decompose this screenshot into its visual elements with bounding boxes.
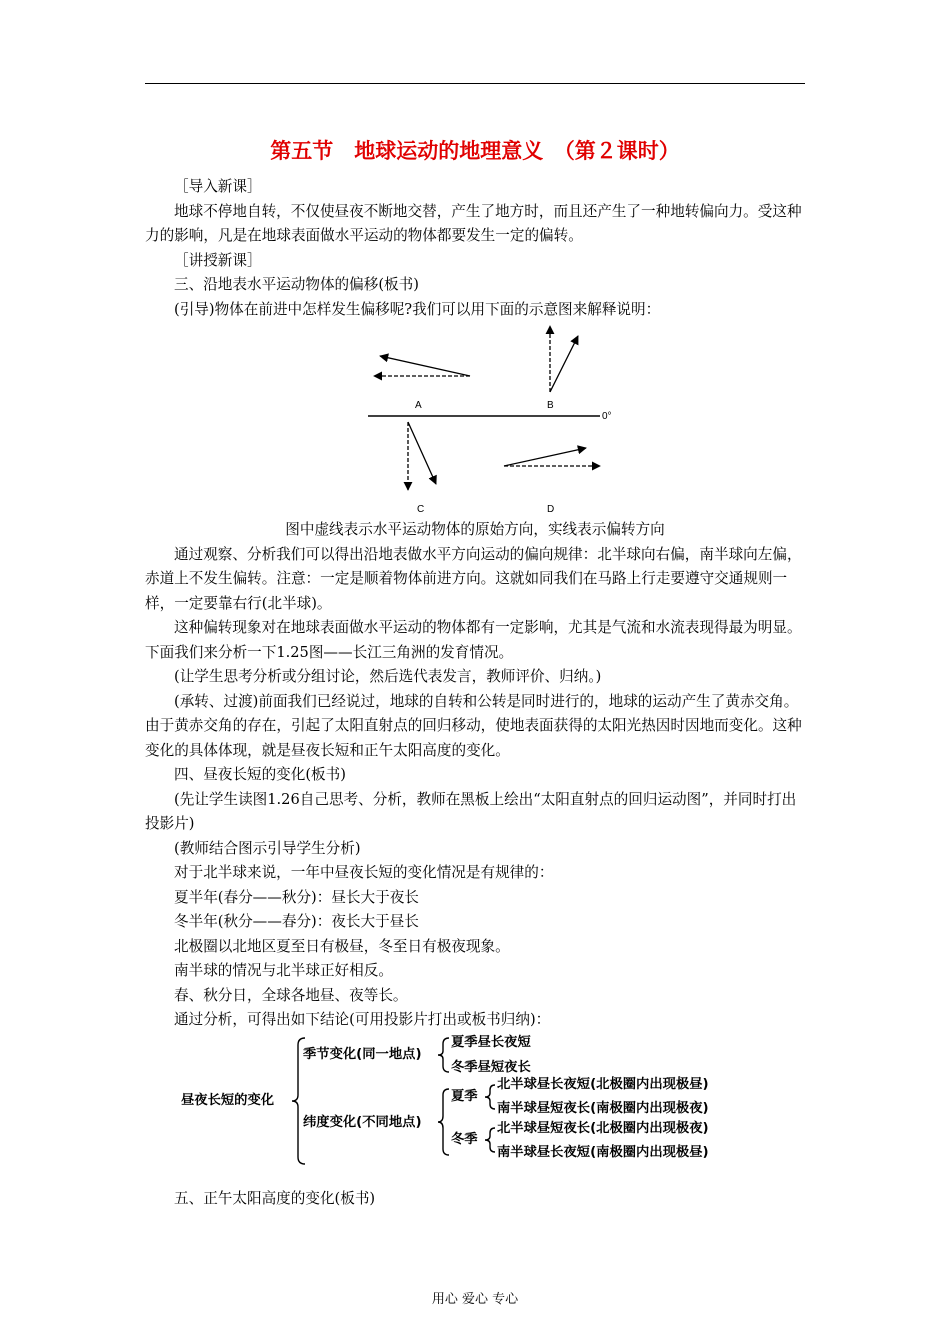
page-title: 第五节 地球运动的地理意义 （第２课时） xyxy=(270,139,680,163)
heading-deflection: 三、沿地表水平运动物体的偏移(板书) xyxy=(174,276,419,293)
paragraph: 地球不停地自转，不仅使昼夜不断地交替，产生了地方时，而且还产生了一种地转偏向力。受这种力的影响，凡是在地球表面做水平运动的物体都要发生一定的偏转。 xyxy=(145,202,802,244)
brace-latitude xyxy=(438,1089,449,1155)
paragraph: (承转、过渡)前面我们已经说过，地球的自转和公转是同时进行的，地球的运动产生了黄赤交角。由于黄赤交角的存在，引起了太阳直射点的回归移动，使地表面获得的太阳光热因时因地而变化。这种变化的具体体现，就是昼夜长短和正午太阳高度的变化。 xyxy=(145,692,802,759)
paragraph: (教师结合图示引导学生分析) xyxy=(174,839,361,857)
paragraph: 南半球的情况与北半球正好相反。 xyxy=(174,962,393,979)
brace-season xyxy=(438,1038,449,1072)
section-intro-heading: ［导入新课］ xyxy=(174,178,262,195)
paragraph: 通过分析，可得出如下结论(可用投影片打出或板书归纳)： xyxy=(174,1011,551,1028)
header-rule xyxy=(145,83,805,84)
paragraph: (让学生思考分析或分组讨论，然后选代表发言，教师评价、归纳。) xyxy=(174,668,602,685)
tree-winter-south: 南半球昼长夜短(南极圈内出现极昼) xyxy=(497,1144,709,1160)
arrow-a-solid xyxy=(380,356,470,376)
brace-winter xyxy=(485,1128,495,1152)
page-footer: 用心 爱心 专心 xyxy=(431,1292,519,1307)
tree-season-winter: 冬季昼短夜长 xyxy=(451,1059,531,1075)
tree-latitude: 纬度变化(不同地点) xyxy=(303,1114,422,1130)
paragraph: 冬半年(秋分——春分)：夜长大于昼长 xyxy=(174,913,419,930)
paragraph: 这种偏转现象对在地球表面做水平运动的物体都有一定影响，尤其是气流和水流表现得最为明显。下面我们来分析一下1.25图——长江三角洲的发育情况。 xyxy=(145,619,802,661)
arrow-b-solid xyxy=(550,336,578,392)
deflection-figure xyxy=(145,322,805,518)
tree-winter: 冬季 xyxy=(451,1131,478,1147)
label-b: B xyxy=(547,400,554,411)
brace-summer xyxy=(485,1085,495,1109)
deflection-diagram xyxy=(360,322,610,518)
paragraph: 夏半年(春分——秋分)：昼长大于夜长 xyxy=(174,888,419,906)
label-c: C xyxy=(417,504,425,515)
tree-summer: 夏季 xyxy=(451,1088,478,1104)
paragraph: (先让学生读图1.26自己思考、分析，教师在黑板上绘出“太阳直射点的回归运动图”，并同时打出投影片) xyxy=(145,790,797,832)
tree-root: 昼夜长短的变化 xyxy=(181,1092,275,1108)
paragraph: 北极圈以北地区夏至日有极昼，冬至日有极夜现象。 xyxy=(174,937,510,955)
arrow-d-solid xyxy=(504,448,586,466)
heading-day-length: 四、昼夜长短的变化(板书) xyxy=(174,766,346,783)
heading-noon-sun: 五、正午太阳高度的变化(板书) xyxy=(174,1189,376,1207)
paragraph: 春、秋分日，全球各地昼、夜等长。 xyxy=(174,986,408,1004)
paragraph: (引导)物体在前进中怎样发生偏移呢?我们可以用下面的示意图来解释说明： xyxy=(174,300,661,318)
paragraph: 对于北半球来说，一年中昼夜长短的变化情况是有规律的： xyxy=(174,864,554,881)
arrow-c-solid xyxy=(408,422,436,484)
figure-caption: 图中虚线表示水平运动物体的原始方向，实线表示偏转方向 xyxy=(285,521,665,538)
label-equator: 0° xyxy=(602,411,612,422)
section-lesson-heading: ［讲授新课］ xyxy=(174,251,262,269)
paragraph: 通过观察、分析我们可以得出沿地表做水平方向运动的偏向规律：北半球向右偏，南半球向左偏，赤道上不发生偏转。注意：一定是顺着物体前进方向。这就如同我们在马路上行走要遵守交通规则一样，一定要靠右行(北半球)。 xyxy=(145,545,802,612)
tree-season: 季节变化(同一地点) xyxy=(303,1046,422,1062)
tree-summer-south: 南半球昼短夜长(南极圈内出现极夜) xyxy=(497,1100,709,1116)
label-a: A xyxy=(415,400,422,411)
label-d: D xyxy=(547,504,555,515)
day-length-tree xyxy=(145,1035,805,1185)
tree-season-summer: 夏季昼长夜短 xyxy=(451,1034,531,1050)
document-body xyxy=(145,175,805,1211)
tree-winter-north: 北半球昼短夜长(北极圈内出现极夜) xyxy=(497,1120,709,1136)
tree-summer-north: 北半球昼长夜短(北极圈内出现极昼) xyxy=(497,1076,709,1092)
